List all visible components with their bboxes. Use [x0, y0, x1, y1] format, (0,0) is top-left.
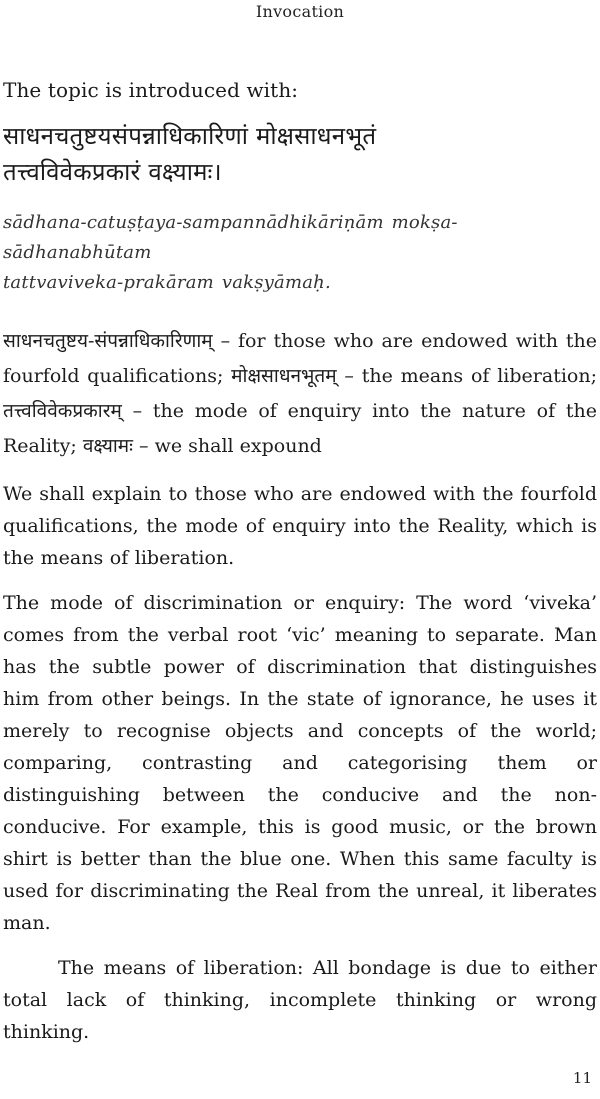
sanskrit-verse [3, 118, 597, 190]
intro-line: The topic is introduced with: [3, 78, 299, 102]
paragraph-summary: We shall explain to those who are endowed with the fourfold qualifications, the mode of enquiry into the Reality, which is the means of liberation. [3, 483, 597, 569]
gloss-term-4: वक्ष्यामः [82, 435, 134, 457]
verse-line-1: साधनचतुष्टयसंपन्नाधिकारिणां मोक्षसाधनभूतं [3, 122, 377, 150]
paragraph-discrimination: The mode of discrimination or enquiry: The word ‘viveka’ comes from the verbal root ‘vic’ meaning to separate. Man has the subtle power of discrimination that distinguishes him from other beings. In the state of ignorance, he uses it merely to recognise objects and concepts of the world; comparing, contrasting and categorising them or distinguishing between the conducive and the non-conducive. For example, this is good music, or the brown shirt is better than the blue one. When this same faculty is used for discriminating the Real from the unreal, it liberates man. [3, 592, 597, 934]
translit-line-2: tattvaviveka-prakāram vakṣyāmaḥ. [3, 272, 331, 293]
page-body [3, 76, 597, 1061]
gloss-meaning-1: – for those who are endowed with the fourfold qualifications; [3, 330, 597, 387]
paragraph-liberation: The means of liberation: All bondage is due to either total lack of thinking, incomplete thinking or wrong thinking. [3, 957, 597, 1043]
word-gloss [3, 324, 597, 464]
gloss-term-3: तत्त्वविवेकप्रकारम् [3, 400, 122, 422]
gloss-term-2: मोक्षसाधनभूतम् [231, 365, 337, 387]
running-head: Invocation [255, 2, 345, 21]
gloss-meaning-4: – we shall expound [133, 435, 322, 457]
verse-line-2: तत्त्वविवेकप्रकारं वक्ष्यामः। [3, 158, 222, 186]
transliteration [3, 208, 597, 298]
gloss-meaning-3: – the mode of enquiry into the nature of the Reality; [3, 400, 597, 457]
gloss-term-1: साधनचतुष्टय-संपन्नाधिकारिणाम् [3, 330, 213, 352]
translit-line-1: sādhana-catuṣṭaya-sampannādhikāriṇām mokṣa-sādhanabhūtam [3, 212, 458, 263]
gloss-meaning-2: – the means of liberation; [336, 365, 597, 387]
page-number: 11 [572, 1069, 592, 1087]
